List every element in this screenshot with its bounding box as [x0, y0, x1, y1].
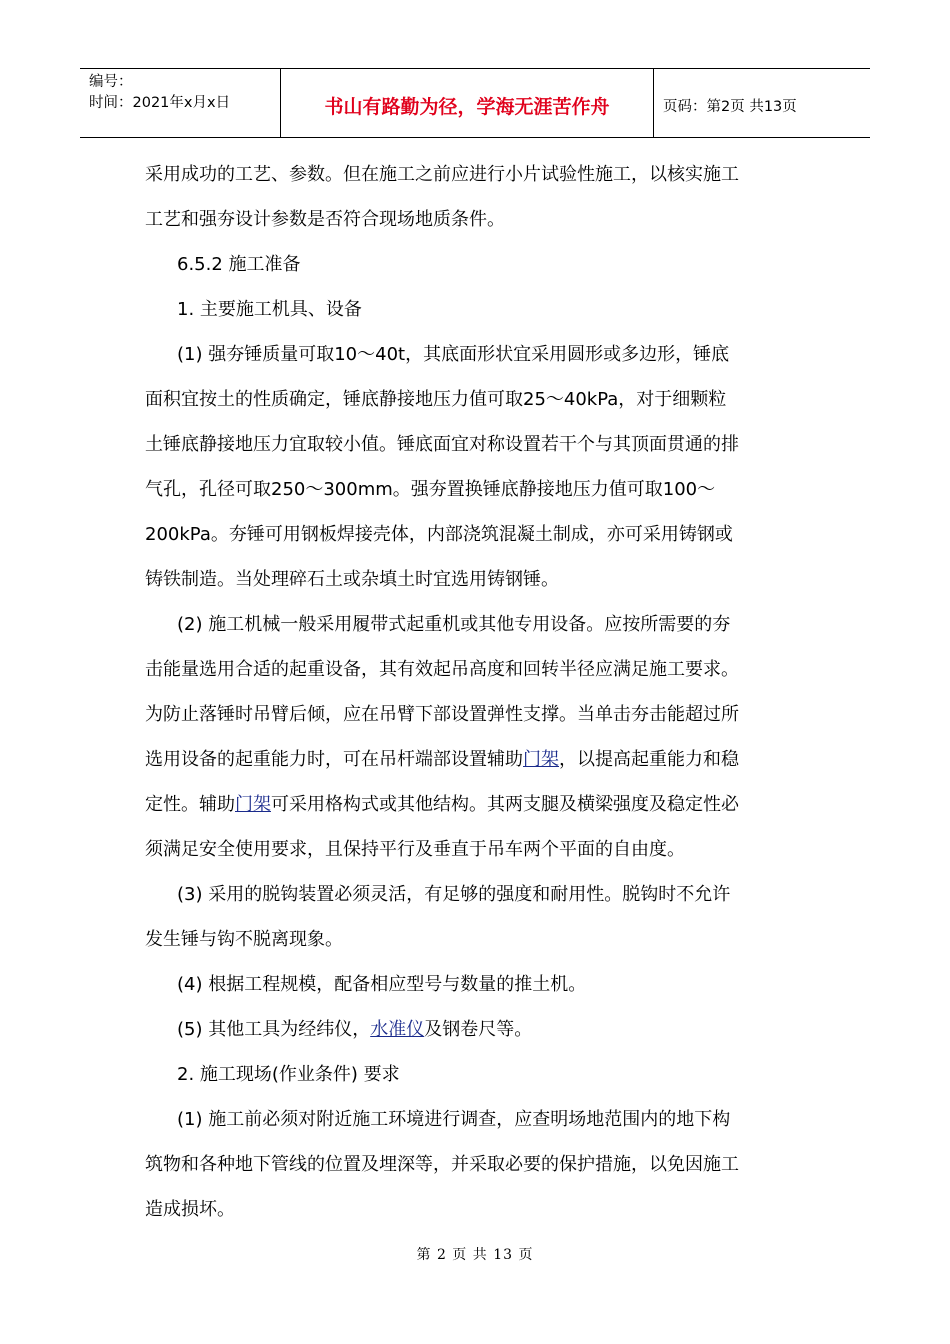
paragraph-line: 采用成功的工艺、参数。但在施工之前应进行小片试验性施工，以核实施工 [145, 164, 739, 185]
paragraph-line: (1) 施工前必须对附近施工环境进行调查，应查明场地范围内的地下构 [177, 1109, 731, 1130]
header-page-info: 页码：第2页 共13页 [663, 98, 797, 115]
text-span: 及钢卷尺等。 [424, 1019, 533, 1040]
paragraph-line: 造成损坏。 [145, 1199, 235, 1220]
paragraph-line: 为防止落锤时吊臂后倾，应在吊臂下部设置弹性支撑。当单击夯击能超过所 [145, 704, 739, 725]
text-span: 可采用格构式或其他结构。其两支腿及横梁强度及稳定性必 [271, 794, 739, 815]
paragraph-line: 击能量选用合适的起重设备，其有效起吊高度和回转半径应满足施工要求。 [145, 659, 739, 680]
text-span: 定性。辅助 [145, 794, 235, 815]
paragraph-line: 发生锤与钩不脱离现象。 [145, 929, 343, 950]
paragraph-line: 须满足安全使用要求，且保持平行及垂直于吊车两个平面的自由度。 [145, 839, 685, 860]
paragraph-line [145, 1007, 810, 1052]
link-gantry[interactable]: 门架 [235, 794, 271, 815]
text-span: (5) 其他工具为经纬仪， [177, 1019, 371, 1040]
page-footer: 第 2 页 共 13 页 [416, 1247, 534, 1263]
document-body [145, 152, 810, 1232]
text-span: 选用设备的起重能力时，可在吊杆端部设置辅助 [145, 749, 523, 770]
subsection-heading: 2. 施工现场(作业条件) 要求 [177, 1064, 400, 1085]
header-meta [80, 69, 281, 137]
serial-label: 编号： [89, 74, 133, 90]
page-header [80, 68, 870, 138]
paragraph-line: (2) 施工机械一般采用履带式起重机或其他专用设备。应按所需要的夯 [177, 614, 731, 635]
paragraph-line: 土锤底静接地压力宜取较小值。锤底面宜对称设置若干个与其顶面贯通的排 [145, 434, 739, 455]
date-label: 时间：2021年x月x日 [89, 95, 231, 111]
paragraph-line: (3) 采用的脱钩装置必须灵活，有足够的强度和耐用性。脱钩时不允许 [177, 884, 731, 905]
text-span: ，以提高起重能力和稳 [559, 749, 739, 770]
paragraph-line: (4) 根据工程规模，配备相应型号与数量的推土机。 [177, 974, 587, 995]
paragraph-line: 铸铁制造。当处理碎石土或杂填土时宜选用铸钢锤。 [145, 569, 559, 590]
paragraph-line: 面积宜按土的性质确定，锤底静接地压力值可取25～40kPa，对于细颗粒 [145, 389, 727, 410]
paragraph-line: 气孔，孔径可取250～300mm。强夯置换锤底静接地压力值可取100～ [145, 479, 716, 500]
paragraph-line: 工艺和强夯设计参数是否符合现场地质条件。 [145, 209, 505, 230]
paragraph-line: 200kPa。夯锤可用钢板焊接壳体，内部浇筑混凝土制成，亦可采用铸钢或 [145, 524, 733, 545]
paragraph-line [145, 782, 810, 827]
link-level-instrument[interactable]: 水准仪 [370, 1019, 425, 1040]
header-motto: 书山有路勤为径，学海无涯苦作舟 [281, 69, 654, 137]
paragraph-line: 筑物和各种地下管线的位置及埋深等，并采取必要的保护措施，以免因施工 [145, 1154, 739, 1175]
subsection-heading: 1. 主要施工机具、设备 [177, 299, 362, 320]
paragraph-line: (1) 强夯锤质量可取10～40t，其底面形状宜采用圆形或多边形，锤底 [177, 344, 730, 365]
section-heading: 6.5.2 施工准备 [177, 254, 301, 275]
paragraph-line [145, 737, 810, 782]
link-gantry[interactable]: 门架 [523, 749, 559, 770]
